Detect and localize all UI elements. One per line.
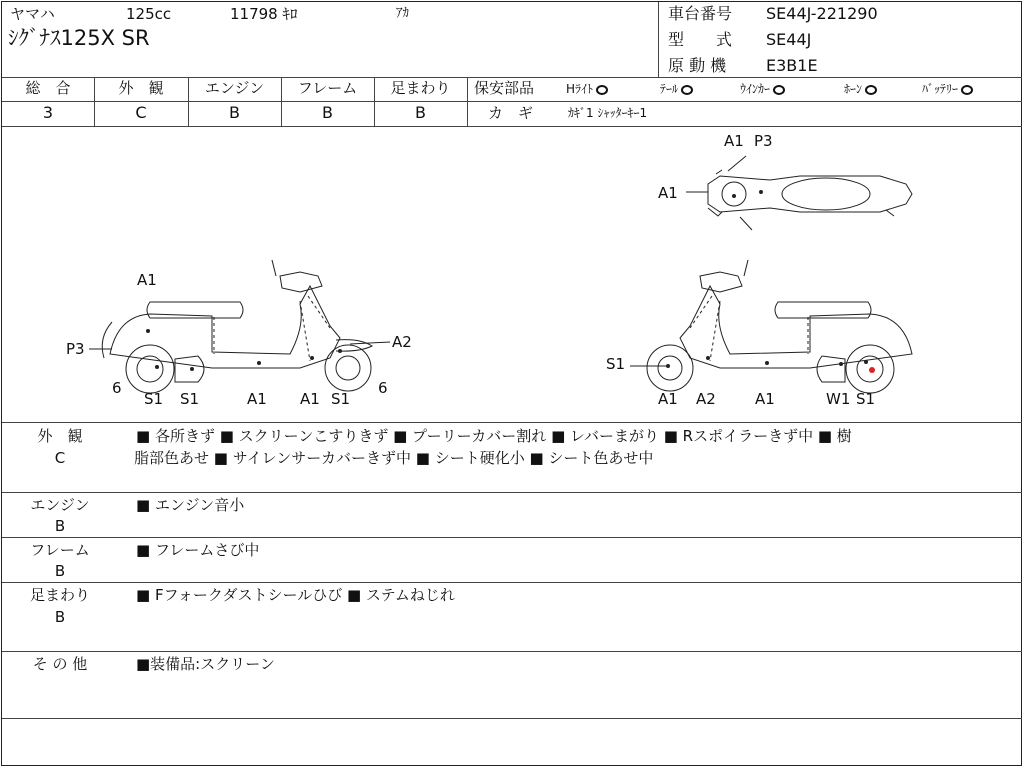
safety-headlight: Hﾗｲﾄ bbox=[566, 83, 608, 95]
label-top-p3: P3 bbox=[754, 132, 773, 150]
note-text-frame: ■ フレームさび中 bbox=[136, 541, 260, 559]
ok-circle-icon bbox=[961, 85, 973, 95]
note-label-suspension: 足まわり bbox=[29, 586, 90, 604]
grade-suspension: B bbox=[415, 103, 426, 122]
grid-line bbox=[2, 582, 1022, 583]
label-right-w1: W1 bbox=[826, 390, 851, 408]
label-left-s1c: S1 bbox=[331, 390, 351, 408]
grid-line bbox=[2, 537, 1022, 538]
ok-circle-icon bbox=[681, 85, 693, 95]
note-text-other: ■装備品:スクリーン bbox=[136, 655, 275, 673]
safety-horn: ﾎｰﾝ bbox=[844, 83, 877, 95]
label-right-s1b: S1 bbox=[856, 390, 876, 408]
label-right-a1b: A1 bbox=[755, 390, 775, 408]
grade-header-exterior: 外 観 bbox=[118, 79, 164, 97]
maker: ヤマハ bbox=[10, 5, 55, 23]
grid-line bbox=[2, 718, 1022, 719]
label-right-a1: A1 bbox=[658, 390, 678, 408]
grid-line bbox=[2, 101, 1022, 102]
key-value: ｶｷﾞ1 ｼｬｯﾀｰｷｰ1 bbox=[568, 106, 648, 120]
model-label: 型 式 bbox=[668, 30, 733, 49]
label-right-s1: S1 bbox=[606, 355, 626, 373]
color: ｱｶ bbox=[396, 6, 409, 21]
key-label: カ ギ bbox=[488, 104, 534, 122]
safety-winker: ｳｲﾝｶｰ bbox=[740, 83, 785, 95]
note-label-engine: エンジン bbox=[30, 496, 90, 514]
safety-tail: ﾃｰﾙ bbox=[660, 83, 693, 95]
engine-code: E3B1E bbox=[766, 56, 818, 75]
safety-battery: ﾊﾞｯﾃﾘｰ bbox=[922, 83, 973, 95]
frame-no: SE44J-221290 bbox=[766, 4, 878, 23]
note-label-other: そ の 他 bbox=[32, 655, 88, 673]
model-name: ｼｸﾞﾅｽ125X SR bbox=[8, 26, 150, 50]
note-grade-exterior: C bbox=[54, 449, 66, 467]
label-left-s1b: S1 bbox=[180, 390, 200, 408]
label-top-a1: A1 bbox=[724, 132, 744, 150]
model-code: SE44J bbox=[766, 30, 812, 49]
grade-header-engine: エンジン bbox=[204, 79, 265, 97]
grade-exterior: C bbox=[135, 103, 147, 122]
label-left-s1: S1 bbox=[144, 390, 164, 408]
note-grade-suspension: B bbox=[54, 608, 66, 626]
displacement: 125cc bbox=[126, 5, 172, 23]
ok-circle-icon bbox=[773, 85, 785, 95]
grade-engine: B bbox=[229, 103, 240, 122]
ok-circle-icon bbox=[596, 85, 608, 95]
grade-frame: B bbox=[322, 103, 333, 122]
grade-header-suspension: 足まわり bbox=[390, 79, 451, 97]
grid-line bbox=[2, 77, 1022, 78]
label-right-a2: A2 bbox=[696, 390, 716, 408]
safety-label: 保安部品 bbox=[474, 79, 535, 97]
label-left-a1c: A1 bbox=[300, 390, 320, 408]
note-grade-frame: B bbox=[54, 562, 66, 580]
note-grade-engine: B bbox=[54, 517, 66, 535]
grid-line bbox=[2, 492, 1022, 493]
mileage: 11798 ｷﾛ bbox=[230, 5, 298, 23]
scooter-top-view bbox=[708, 156, 912, 230]
frame-no-label: 車台番号 bbox=[668, 4, 733, 23]
label-left-a1b: A1 bbox=[247, 390, 267, 408]
label-left-p3: P3 bbox=[66, 340, 85, 358]
engine-label: 原 動 機 bbox=[668, 56, 727, 75]
grid-line bbox=[467, 77, 468, 126]
grade-total: 3 bbox=[42, 103, 54, 122]
note-label-exterior: 外 観 bbox=[37, 427, 83, 445]
scooter-right-view bbox=[647, 260, 912, 393]
note-text-exterior: ■ 各所きず ■ スクリーンこすりきず ■ プーリーカバー割れ ■ レバーまがり ■ Rスポイラーきず中 ■ 樹 bbox=[136, 427, 852, 445]
label-top-a1-left: A1 bbox=[658, 184, 678, 202]
grid-line bbox=[2, 651, 1022, 652]
label-left-6b: 6 bbox=[378, 379, 388, 397]
ok-circle-icon bbox=[865, 85, 877, 95]
note-text-engine: ■ エンジン音小 bbox=[136, 496, 245, 514]
grade-header-frame: フレーム bbox=[297, 79, 358, 97]
grade-header-total: 総 合 bbox=[25, 79, 71, 97]
label-left-6: 6 bbox=[112, 379, 122, 397]
header-divider bbox=[658, 2, 659, 77]
label-left-a2: A2 bbox=[392, 333, 412, 351]
note-text-exterior-cont: 脂部色あせ ■ サイレンサーカバーきず中 ■ シート硬化小 ■ シート色あせ中 bbox=[134, 449, 654, 467]
grid-line bbox=[2, 422, 1022, 423]
note-label-frame: フレーム bbox=[30, 541, 90, 559]
note-text-suspension: ■ Fフォークダストシールひび ■ ステムねじれ bbox=[136, 586, 455, 604]
label-left-a1: A1 bbox=[137, 271, 157, 289]
